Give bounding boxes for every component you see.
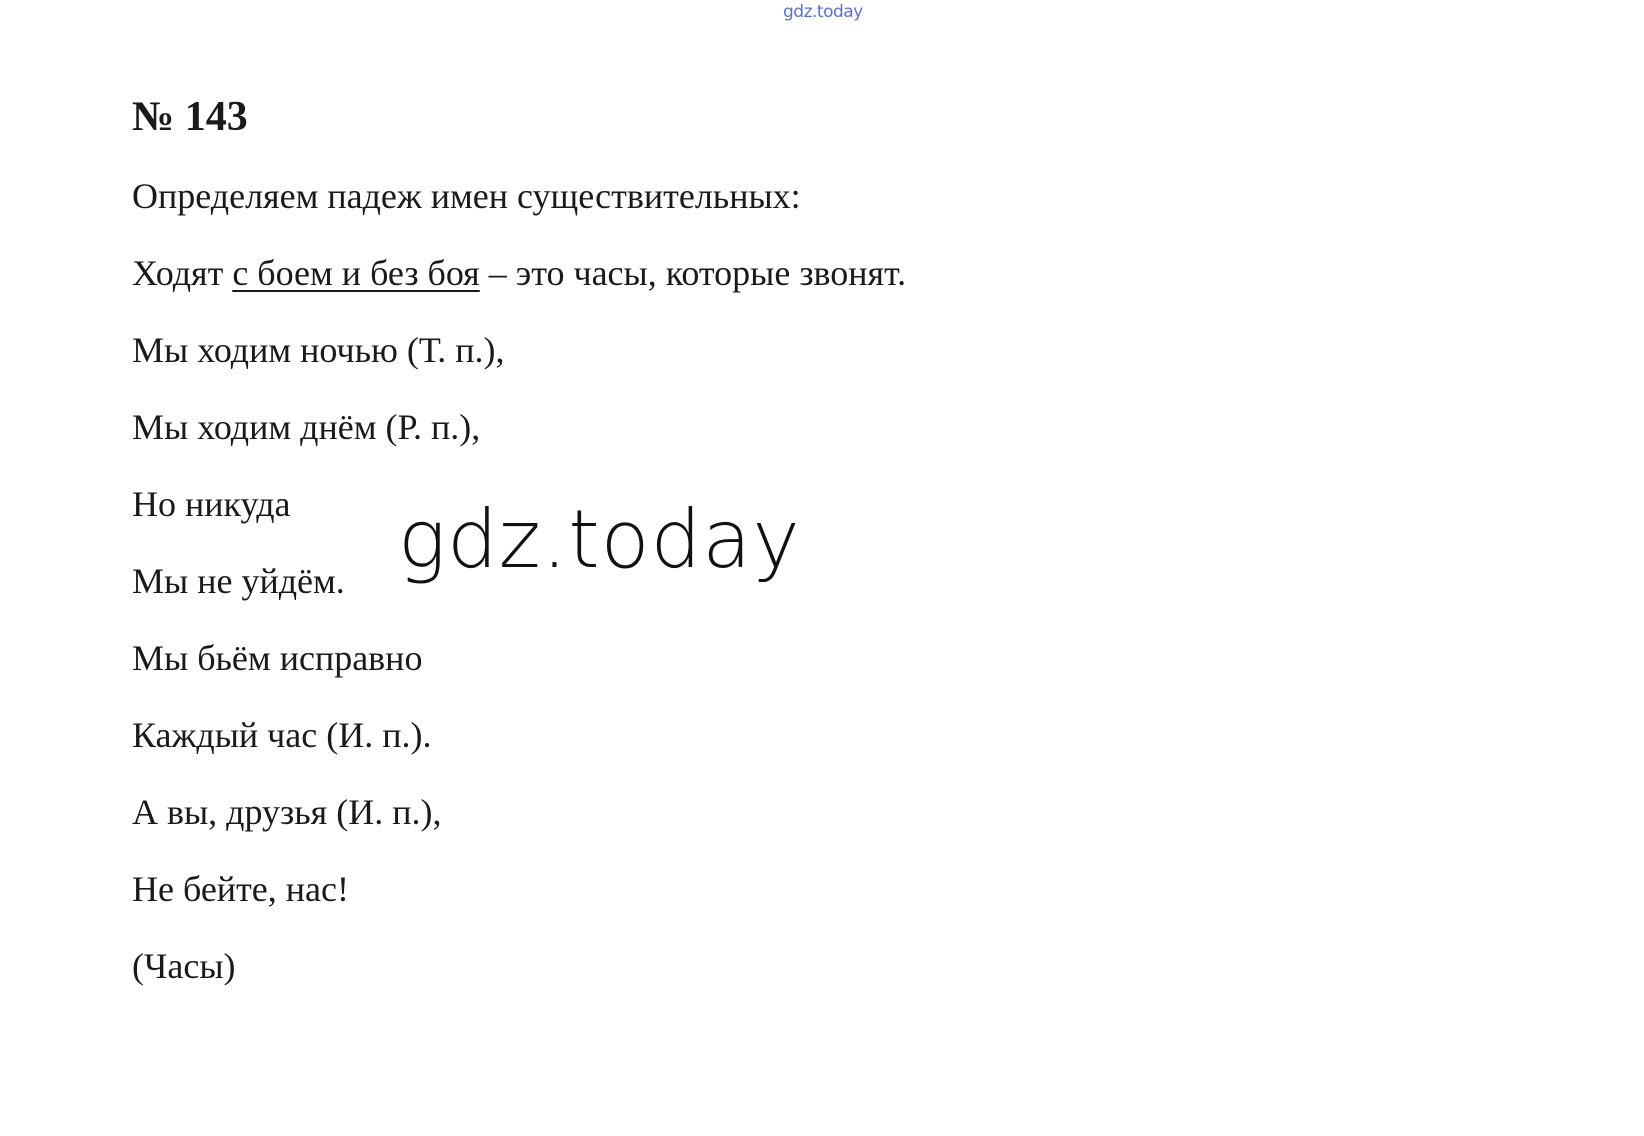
underlined-phrase: с боем и без боя xyxy=(232,253,480,293)
poem-line-6: Каждый час (И. п.). xyxy=(132,715,432,755)
poem-line-5: Мы бьём исправно xyxy=(132,638,423,678)
poem-line-1: Мы ходим ночью (Т. п.), xyxy=(132,330,505,370)
riddle-line-1-end: – это часы, которые звонят. xyxy=(479,253,907,293)
riddle-answer: (Часы) xyxy=(132,946,236,986)
poem-line-3: Но никуда xyxy=(132,484,291,524)
answer-text xyxy=(132,178,1432,1025)
riddle-line-1-start: Ходят xyxy=(132,253,233,293)
task-number: № 143 xyxy=(132,94,248,140)
poem-line-8: Не бейте, нас! xyxy=(132,869,349,909)
riddle-line-1 xyxy=(132,255,1432,291)
poem-line-4: Мы не уйдём. xyxy=(132,561,345,601)
watermark-center: gdz.today xyxy=(398,493,801,586)
intro-line: Определяем падеж имен существительных: xyxy=(132,176,801,216)
poem-line-2: Мы ходим днём (Р. п.), xyxy=(132,407,481,447)
watermark-top: gdz.today xyxy=(783,2,863,22)
poem-line-7: А вы, друзья (И. п.), xyxy=(132,792,442,832)
